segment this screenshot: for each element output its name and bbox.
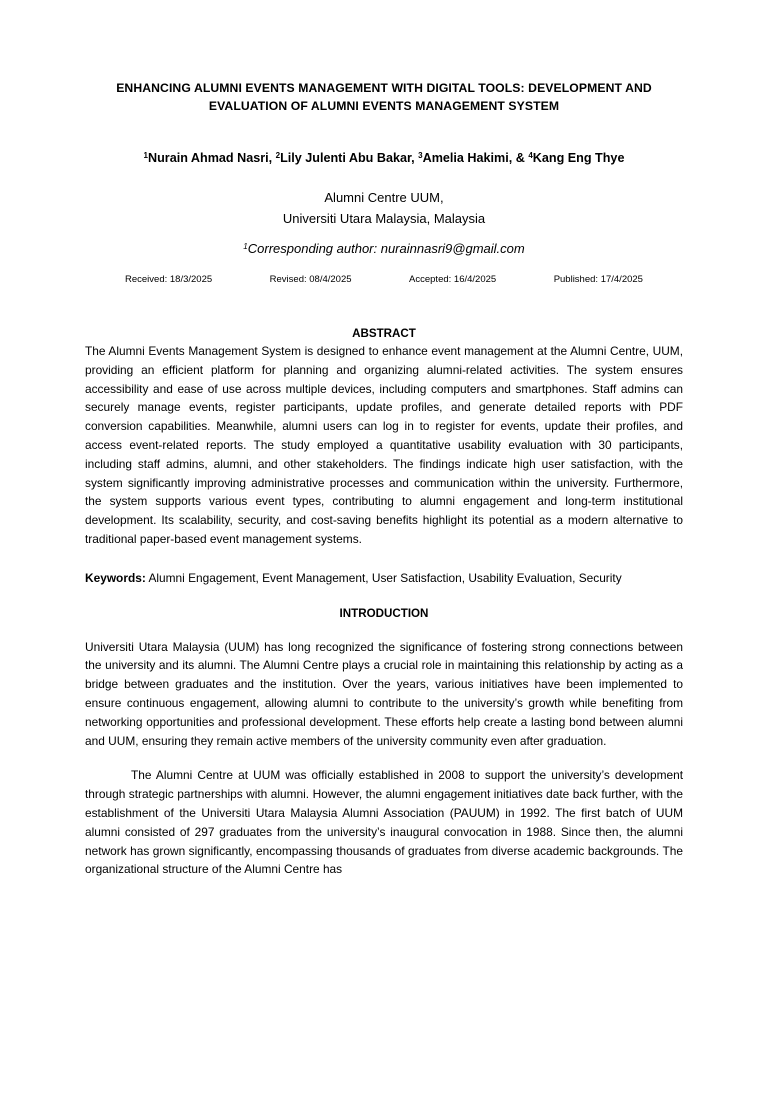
affiliation-line-2: Universiti Utara Malaysia, Malaysia	[282, 211, 486, 226]
received-date: Received: 18/3/2025	[125, 274, 213, 285]
introduction-paragraph-1: Universiti Utara Malaysia (UUM) has long recognized the significance of fostering strong connections between the university and its alumni. The Alumni Centre plays a crucial role in maintaining this relationship by acting as a bridge between graduates and the institution. Over the years, various initiatives have been implemented to ensure continuous engagement, allowing alumni to contribute to the university’s growth while benefiting from networking opportunities and professional development. These efforts help create a lasting bond between alumni and UUM, ensuring they remain active members of the university community even after graduation.	[85, 639, 683, 748]
paper-page	[0, 79, 768, 1103]
author-4: $^4$Kang Eng Thye	[528, 151, 625, 165]
accepted-date: Accepted: 16/4/2025	[409, 274, 497, 285]
affiliation-line-1: Alumni Centre UUM,	[324, 190, 444, 205]
author-1: $^1$Nurain Ahmad Nasri,	[143, 151, 276, 165]
published-date: Published: 17/4/2025	[553, 274, 643, 285]
revised-date: Revised: 08/4/2025	[269, 274, 352, 285]
corresponding-author: $^1$Corresponding author: nurainnasri9@gmail.com	[243, 241, 525, 256]
keywords-label: Keywords:	[85, 570, 146, 585]
introduction-heading: INTRODUCTION	[339, 606, 429, 620]
affiliation	[85, 187, 683, 229]
abstract-text: The Alumni Events Management System is designed to enhance event management at the Alumni Centre, UUM, providing an efficient platform for planning and organizing alumni-related activities. The system ensures accessibility and ease of use across multiple devices, including computers and smartphones. Staff admins can securely manage events, register participants, update profiles, and generate detailed reports with PDF conversion capabilities. Meanwhile, alumni users can log in to register for events, update their profiles, and access event-related reports. The study employed a quantitative usability evaluation with 30 participants, including staff admins, alumni, and other stakeholders. The findings indicate high user satisfaction, with the system significantly improving administrative processes and communication within the university. Furthermore, the system supports various event types, contributing to alumni engagement and long-term institutional development. Its scalability, security, and cost-saving benefits highlight its potential as a modern alternative to traditional paper-based event management systems.	[85, 344, 683, 546]
publication-dates	[85, 274, 683, 285]
keywords-text: Alumni Engagement, Event Management, User Satisfaction, Usability Evaluation, Security	[145, 570, 622, 585]
introduction-paragraph-2: The Alumni Centre at UUM was officially established in 2008 to support the university’s development through strategic partnerships with alumni. However, the alumni engagement initiatives date back further, with the establishment of the Universiti Utara Malaysia Alumni Association (PAUUM) in 1992. The first batch of UUM alumni consisted of 297 graduates from the university’s inaugural convocation in 1988. Since then, the alumni network has grown significantly, encompassing thousands of graduates from diverse academic backgrounds. The organizational structure of the Alumni Centre has	[85, 768, 683, 877]
author-3: $^3$Amelia Hakimi, &	[418, 151, 529, 165]
keywords	[85, 569, 683, 588]
paper-title: ENHANCING ALUMNI EVENTS MANAGEMENT WITH DIGITAL TOOLS: DEVELOPMENT AND EVALUATION OF ALUMNI EVENTS MANAGEMENT SYSTEM	[116, 81, 652, 113]
author-list	[85, 151, 683, 165]
abstract-heading: ABSTRACT	[352, 327, 416, 340]
author-2: $^2$Lily Julenti Abu Bakar,	[275, 151, 419, 165]
